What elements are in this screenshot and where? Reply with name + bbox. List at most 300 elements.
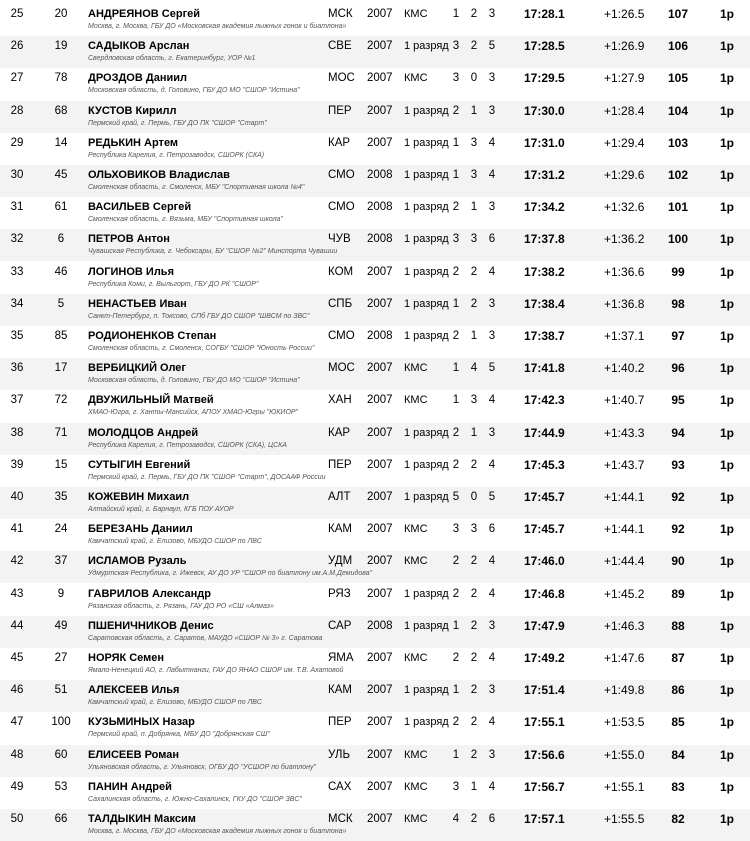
category-cell: 1р [720,71,735,86]
birth-year: 2007 [367,8,393,20]
penalty-prone: 2 [452,201,460,214]
birth-year: 2007 [367,458,393,471]
birth-year: 2007 [367,72,393,85]
time-behind: +1:40.7 [604,393,645,408]
region-code: КАР [328,136,351,149]
birth-year: 2008 [367,201,393,214]
penalty-prone: 2 [452,104,460,117]
bib-cell: 9 [57,587,65,600]
birth-year: 2007 [367,297,393,310]
points-cell: 93 [671,457,685,472]
place-cell: 32 [10,233,24,246]
athlete-club: Саратовская область, г. Саратов, МАУДО «СШОР № 3» г. Саратова [88,634,323,642]
finish-time: 17:34.2 [524,200,565,215]
athlete-name: ДВУЖИЛЬНЫЙ Матвей [88,394,214,407]
place-cell: 29 [10,136,24,149]
time-behind: +1:40.2 [604,361,645,376]
points-cell: 104 [667,103,689,118]
birth-year: 2007 [367,555,393,568]
category-cell: 1р [720,812,735,826]
penalty-prone: 1 [452,362,460,375]
finish-time: 17:31.0 [524,135,565,150]
category-cell: 1р [720,586,735,601]
penalty-total: 5 [488,40,496,53]
penalty-prone: 3 [452,233,460,246]
athlete-name: КОЖЕВИН Михаил [88,491,190,503]
penalty-prone: 3 [452,780,460,793]
athlete-club: Рязанская область, г. Рязань, ГАУ ДО РО «СШ «Алмаз» [88,602,274,610]
penalty-total: 6 [488,233,496,246]
penalty-prone: 1 [452,619,460,632]
penalty-standing: 1 [470,104,478,117]
penalty-standing: 3 [470,233,478,246]
athlete-name: РОДИОНЕНКОВ Степан [88,330,217,342]
table-row [0,648,750,680]
time-behind: +1:28.4 [604,103,645,118]
penalty-total: 4 [488,136,496,149]
place-cell: 27 [10,72,24,85]
table-row [0,197,750,229]
points-cell: 97 [671,329,685,343]
region-code: АЛТ [328,491,351,503]
birth-year: 2007 [367,716,393,729]
penalty-prone: 1 [452,684,460,697]
bib-cell: 17 [54,362,68,375]
table-row [0,551,750,583]
table-row [0,487,750,519]
sport-rank: КМС [404,780,428,793]
athlete-club: Смоленская область, г. Смоленск, СОГБУ "СШОР "Юность России" [88,345,315,352]
sport-rank: 1 разряд [404,619,449,632]
birth-year: 2008 [367,233,393,246]
athlete-name: ПАНИН Андрей [88,780,172,793]
penalty-prone: 3 [452,523,460,536]
region-code: ХАН [328,394,352,407]
table-row [0,4,750,36]
table-row [0,455,750,487]
athlete-club: Московская область, д. Головино, ГБУ ДО МО "СШОР "Истина" [88,87,300,95]
penalty-standing: 1 [470,330,478,342]
time-behind: +1:32.6 [604,200,645,215]
penalty-standing: 2 [470,716,478,729]
region-code: ПЕР [328,458,352,471]
penalty-prone: 2 [452,330,460,342]
penalty-prone: 2 [452,652,460,664]
penalty-standing: 1 [470,426,478,439]
category-cell: 1р [720,168,735,182]
birth-year: 2007 [367,40,393,53]
finish-time: 17:46.8 [524,586,565,601]
penalty-total: 6 [488,523,496,536]
bib-cell: 100 [51,716,71,729]
time-behind: +1:44.1 [604,522,645,537]
penalty-total: 3 [488,8,496,20]
athlete-club: Алтайский край, г. Барнаул, КГБ ПОУ АУОР [88,506,234,513]
finish-time: 17:55.1 [524,715,565,730]
sport-rank: 1 разряд [404,104,449,117]
penalty-total: 4 [488,169,496,181]
table-row [0,423,750,455]
penalty-standing: 2 [470,813,478,825]
sport-rank: 1 разряд [404,136,449,149]
region-code: СВЕ [328,40,352,53]
category-cell: 1р [720,361,735,376]
sport-rank: КМС [404,72,428,85]
time-behind: +1:44.1 [604,490,645,504]
table-row [0,745,750,777]
region-code: МОС [328,72,355,85]
penalty-prone: 2 [452,426,460,439]
category-cell: 1р [720,39,735,54]
penalty-total: 4 [488,555,496,568]
penalty-standing: 1 [470,201,478,214]
athlete-club: ХМАО-Югра, г. Ханты-Мансийск, АПОУ ХМАО-Югры "ЮКИОР" [88,409,299,417]
penalty-prone: 1 [452,748,460,761]
penalty-standing: 2 [470,587,478,600]
bib-cell: 35 [54,491,68,503]
points-cell: 90 [671,554,685,569]
athlete-club: Сахалинская область, г. Южно-Сахалинск, ГКУ ДО "СШОР ЗВС" [88,795,302,803]
region-code: МСК [328,8,353,20]
place-cell: 40 [10,491,24,503]
points-cell: 86 [671,683,685,698]
bib-cell: 68 [54,104,68,117]
time-behind: +1:26.9 [604,39,645,54]
points-cell: 100 [667,232,689,247]
place-cell: 36 [10,362,24,375]
category-cell: 1р [720,554,735,569]
points-cell: 106 [667,39,689,54]
penalty-standing: 2 [470,40,478,53]
birth-year: 2007 [367,394,393,407]
category-cell: 1р [720,296,735,311]
finish-time: 17:45.7 [524,490,565,504]
bib-cell: 37 [54,555,68,568]
region-code: УДМ [328,555,353,568]
place-cell: 28 [10,104,24,117]
points-cell: 94 [671,425,685,440]
category-cell: 1р [720,618,735,633]
penalty-total: 4 [488,587,496,600]
time-behind: +1:49.8 [604,683,645,698]
athlete-name: РЕДЬКИН Артем [88,136,179,149]
points-cell: 82 [671,812,685,826]
place-cell: 33 [10,265,24,278]
place-cell: 46 [10,684,24,697]
finish-time: 17:30.0 [524,103,565,118]
athlete-name: НОРЯК Семен [88,652,165,664]
athlete-name: НЕНАСТЬЕВ Иван [88,297,187,310]
time-behind: +1:55.1 [604,779,645,794]
region-code: СМО [328,330,355,342]
penalty-prone: 2 [452,587,460,600]
penalty-total: 4 [488,716,496,729]
place-cell: 34 [10,297,24,310]
penalty-prone: 2 [452,716,460,729]
place-cell: 35 [10,330,24,342]
bib-cell: 46 [54,265,68,278]
finish-time: 17:28.5 [524,39,565,54]
table-row [0,229,750,261]
category-cell: 1р [720,200,735,215]
athlete-club: Республика Карелия, г. Петрозаводск, СШОРК (СКА), ЦСКА [88,441,287,449]
table-row [0,519,750,551]
place-cell: 43 [10,587,24,600]
sport-rank: КМС [404,555,428,568]
penalty-total: 3 [488,72,496,85]
bib-cell: 27 [54,652,68,664]
athlete-club: Удмуртская Республика, г. Ижевск, АУ ДО УР "СШОР по биатлону им.А.М.Демидова" [88,570,373,578]
category-cell: 1р [720,651,735,665]
birth-year: 2007 [367,652,393,664]
region-code: ПЕР [328,716,352,729]
athlete-club: Пермский край, п. Добрянка, МБУ ДО "Добрянская СШ" [88,731,270,739]
points-cell: 103 [667,135,689,150]
place-cell: 30 [10,169,24,181]
athlete-name: КУЗЬМИНЫХ Назар [88,716,195,729]
penalty-total: 6 [488,813,496,825]
finish-time: 17:57.1 [524,812,565,826]
athlete-name: КУСТОВ Кирилл [88,104,177,117]
athlete-club: Московская область, д. Головино, ГБУ ДО МО "СШОР "Истина" [88,377,300,385]
points-cell: 105 [667,71,689,86]
athlete-name: АНДРЕЯНОВ Сергей [88,8,201,20]
table-row [0,584,750,616]
finish-time: 17:51.4 [524,683,565,698]
time-behind: +1:27.9 [604,71,645,86]
athlete-name: АЛЕКСЕЕВ Илья [88,684,180,697]
birth-year: 2008 [367,169,393,181]
athlete-name: ТАЛДЫКИН Максим [88,813,196,825]
time-behind: +1:29.4 [604,135,645,150]
penalty-prone: 3 [452,40,460,53]
penalty-total: 5 [488,491,496,503]
time-behind: +1:36.8 [604,296,645,311]
athlete-club: Санкт-Петербург, п. Токсово, СПб ГБУ ДО СШОР "ШВСМ по ЗВС" [88,312,310,320]
bib-cell: 53 [54,780,68,793]
athlete-club: Москва, г. Москва, ГБУ ДО «Московская академия лыжных гонок и биатлона» [88,828,347,835]
bib-cell: 66 [54,813,68,825]
penalty-standing: 4 [470,362,478,375]
penalty-prone: 1 [452,136,460,149]
time-behind: +1:55.5 [604,812,645,826]
region-code: МОС [328,362,355,375]
sport-rank: 1 разряд [404,491,449,503]
region-code: КОМ [328,265,354,278]
penalty-total: 4 [488,780,496,793]
time-behind: +1:43.3 [604,425,645,440]
place-cell: 48 [10,748,24,761]
penalty-standing: 2 [470,652,478,664]
category-cell: 1р [720,329,735,343]
bib-cell: 20 [54,8,68,20]
points-cell: 87 [671,651,685,665]
penalty-total: 4 [488,652,496,664]
place-cell: 49 [10,780,24,793]
category-cell: 1р [720,715,735,730]
time-behind: +1:55.0 [604,747,645,762]
athlete-club: Пермский край, г. Пермь, ГБУ ДО ПК "СШОР "Старт", ДОСААФ России [88,473,326,481]
bib-cell: 71 [54,426,68,439]
place-cell: 26 [10,40,24,53]
points-cell: 92 [671,490,685,504]
penalty-prone: 5 [452,491,460,503]
penalty-prone: 1 [452,8,460,20]
sport-rank: 1 разряд [404,426,449,439]
birth-year: 2007 [367,265,393,278]
points-cell: 98 [671,296,685,311]
category-cell: 1р [720,425,735,440]
athlete-name: ЛОГИНОВ Илья [88,265,174,278]
penalty-standing: 0 [470,491,478,503]
sport-rank: КМС [404,748,428,761]
table-row [0,326,750,358]
penalty-standing: 3 [470,169,478,181]
category-cell: 1р [720,264,735,279]
table-row [0,712,750,744]
athlete-club: Москва, г. Москва, ГБУ ДО «Московская академия лыжных гонок и биатлона» [88,23,347,30]
penalty-prone: 1 [452,394,460,407]
athlete-club: Смоленская область, г. Смоленск, МБУ "Спортивная школа №4" [88,184,305,191]
penalty-prone: 2 [452,555,460,568]
birth-year: 2007 [367,780,393,793]
penalty-standing: 3 [470,136,478,149]
birth-year: 2007 [367,104,393,117]
penalty-total: 3 [488,426,496,439]
time-behind: +1:26.5 [604,7,645,21]
time-behind: +1:46.3 [604,618,645,633]
penalty-prone: 1 [452,297,460,310]
birth-year: 2007 [367,748,393,761]
penalty-standing: 2 [470,555,478,568]
bib-cell: 60 [54,748,68,761]
birth-year: 2007 [367,684,393,697]
place-cell: 44 [10,619,24,632]
finish-time: 17:38.4 [524,296,565,311]
sport-rank: 1 разряд [404,716,449,729]
sport-rank: 1 разряд [404,330,449,342]
athlete-name: ПЕТРОВ Антон [88,233,170,246]
finish-time: 17:38.7 [524,329,565,343]
athlete-name: ГАВРИЛОВ Александр [88,587,211,600]
sport-rank: КМС [404,523,428,536]
category-cell: 1р [720,747,735,762]
place-cell: 38 [10,426,24,439]
penalty-total: 4 [488,458,496,471]
penalty-total: 4 [488,394,496,407]
bib-cell: 24 [54,523,68,536]
bib-cell: 61 [54,201,68,214]
athlete-name: ДРОЗДОВ Даниил [88,72,187,85]
table-row [0,294,750,326]
athlete-name: ПШЕНИЧНИКОВ Денис [88,619,214,632]
athlete-club: Смоленская область, г. Вязьма, МБУ "Спортивная школа" [88,216,283,224]
points-cell: 99 [671,264,685,279]
points-cell: 101 [667,200,689,215]
region-code: СПБ [328,297,353,310]
place-cell: 39 [10,458,24,471]
table-row [0,616,750,648]
penalty-standing: 2 [470,619,478,632]
penalty-total: 3 [488,619,496,632]
category-cell: 1р [720,522,735,537]
time-behind: +1:53.5 [604,715,645,730]
category-cell: 1р [720,135,735,150]
penalty-standing: 2 [470,684,478,697]
finish-time: 17:42.3 [524,393,565,408]
athlete-club: Свердловская область, г. Екатеринбург, УОР №1 [88,55,256,63]
finish-time: 17:37.8 [524,232,565,247]
birth-year: 2007 [367,523,393,536]
bib-cell: 85 [54,330,68,342]
penalty-total: 3 [488,748,496,761]
region-code: ПЕР [328,104,352,117]
sport-rank: 1 разряд [404,458,449,471]
region-code: СМО [328,201,355,214]
points-cell: 89 [671,586,685,601]
region-code: МСК [328,813,353,825]
finish-time: 17:56.7 [524,779,565,794]
finish-time: 17:45.3 [524,457,565,472]
place-cell: 50 [10,813,24,825]
place-cell: 41 [10,523,24,536]
time-behind: +1:45.2 [604,586,645,601]
sport-rank: 1 разряд [404,265,449,278]
region-code: САР [328,619,352,632]
penalty-total: 4 [488,265,496,278]
sport-rank: КМС [404,362,428,375]
penalty-standing: 3 [470,523,478,536]
sport-rank: КМС [404,652,428,664]
sport-rank: 1 разряд [404,684,449,697]
athlete-name: ВЕРБИЦКИЙ Олег [88,362,187,375]
table-row [0,390,750,422]
penalty-prone: 1 [452,169,460,181]
athlete-club: Чувашская Республика, г. Чебоксары, БУ "СШОР №2" Минспорта Чувашии [88,248,338,256]
bib-cell: 6 [57,233,65,246]
penalty-total: 5 [488,362,496,375]
points-cell: 95 [671,393,685,408]
athlete-club: Республика Карелия, г. Петрозаводск, СШОРК (СКА) [88,151,265,159]
penalty-total: 3 [488,104,496,117]
finish-time: 17:47.9 [524,618,565,633]
region-code: КАМ [328,684,352,697]
points-cell: 83 [671,779,685,794]
penalty-prone: 2 [452,458,460,471]
penalty-prone: 4 [452,813,460,825]
bib-cell: 15 [54,458,68,471]
penalty-standing: 2 [470,458,478,471]
table-row [0,68,750,100]
points-cell: 92 [671,522,685,537]
sport-rank: 1 разряд [404,297,449,310]
place-cell: 42 [10,555,24,568]
sport-rank: 1 разряд [404,587,449,600]
penalty-total: 3 [488,330,496,342]
table-row [0,101,750,133]
points-cell: 84 [671,747,685,762]
bib-cell: 5 [57,297,65,310]
category-cell: 1р [720,232,735,247]
athlete-club: Ямало-Ненецкий АО, г. Лабытнанги, ГАУ ДО ЯНАО СШОР им. Т.В. Ахатовой [88,667,344,674]
category-cell: 1р [720,103,735,118]
category-cell: 1р [720,490,735,504]
place-cell: 31 [10,201,24,214]
sport-rank: 1 разряд [404,233,449,246]
time-behind: +1:29.6 [604,168,645,182]
table-row [0,36,750,68]
bib-cell: 49 [54,619,68,632]
